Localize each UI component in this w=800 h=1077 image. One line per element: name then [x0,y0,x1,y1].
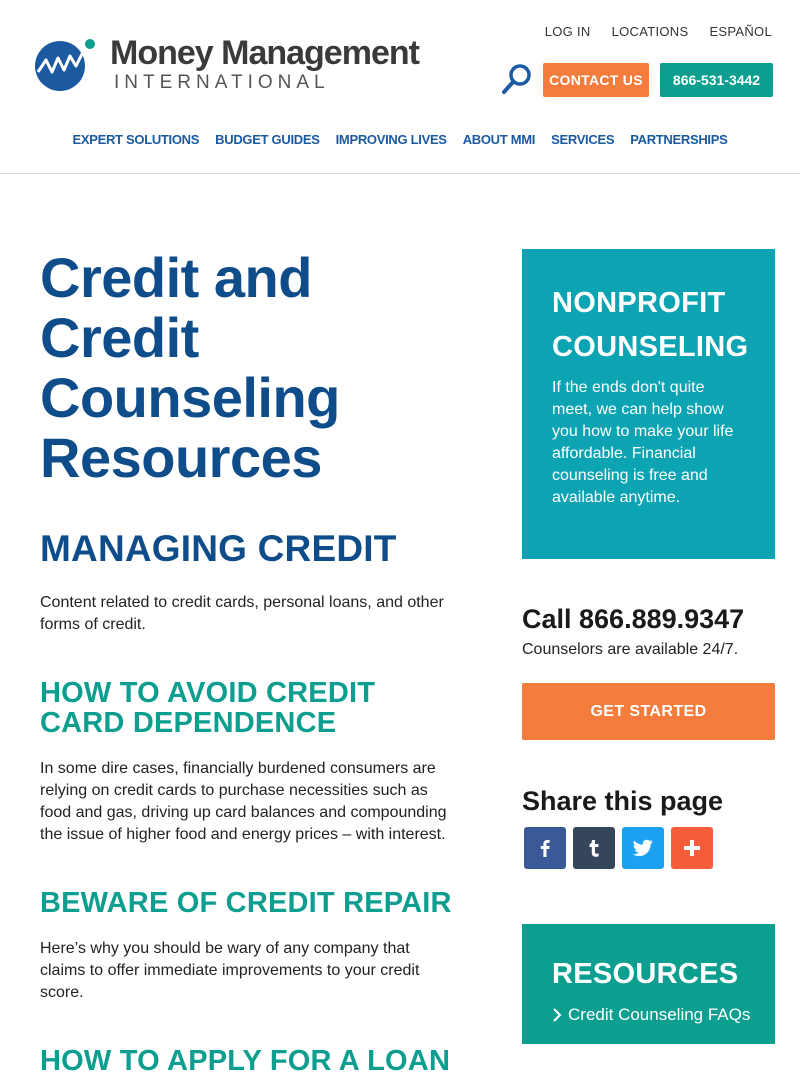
nav-services[interactable]: SERVICES [551,132,615,147]
logo-mark-icon [26,36,98,92]
share-title: Share this page [522,786,724,816]
call-availability: Counselors are available 24/7. [522,641,739,658]
resource-link-credit-counseling-faqs[interactable] [552,1005,751,1025]
twitter-icon [631,837,655,859]
article-title-credit-card-dependence[interactable]: HOW TO AVOID CREDIT CARD DEPENDENCE [40,677,376,739]
nav-improving-lives[interactable]: IMPROVING LIVES [335,132,447,147]
login-link[interactable]: LOG IN [544,24,591,39]
search-icon [500,62,534,96]
site-header [0,0,800,174]
get-started-button[interactable]: GET STARTED [522,683,775,740]
nonprofit-title: NONPROFIT COUNSELING [552,287,749,363]
nav-partnerships[interactable]: PARTNERSHIPS [630,132,728,147]
nonprofit-counseling-card [522,249,775,559]
resource-link-label: Credit Counseling FAQs [568,1005,751,1024]
article-excerpt: Here’s why you should be wary of any company that claims to offer immediate improvements to your credit score. [40,940,420,1001]
mmi-logo[interactable] [26,34,419,94]
facebook-icon [534,837,556,859]
espanol-link[interactable]: ESPAÑOL [709,24,772,39]
logo-subtext: INTERNATIONAL [114,72,330,93]
nonprofit-text: If the ends don't quite meet, we can help show you how to make your life affordable. Financial counseling is free and available anytime. [552,379,734,506]
article-excerpt: In some dire cases, financially burdened consumers are relying on credit cards to purchase necessities such as food and gas, driving up card balances and compounding the issue of higher food and energy prices – with interest. [40,760,447,843]
resources-card [522,924,775,1044]
main-content [40,248,455,1076]
phone-button[interactable]: 866-531-3442 [660,63,773,97]
contact-us-button[interactable]: CONTACT US [543,63,649,97]
nav-budget-guides[interactable]: BUDGET GUIDES [215,132,320,147]
chevron-right-icon [552,1008,562,1022]
call-block [522,604,775,659]
tumblr-icon [583,837,605,859]
locations-link[interactable]: LOCATIONS [611,24,689,39]
utility-links [545,24,772,39]
logo-text: Money Management [110,34,419,72]
plus-icon [681,837,703,859]
section-description: Content related to credit cards, personal loans, and other forms of credit. [40,594,444,633]
section-title: MANAGING CREDIT [40,528,397,569]
nav-about-mmi[interactable]: ABOUT MMI [462,132,536,147]
tumblr-share-button[interactable] [573,827,615,869]
article-title-credit-repair[interactable]: BEWARE OF CREDIT REPAIR [40,887,452,919]
main-nav [0,132,800,147]
article-title-apply-for-loan[interactable]: HOW TO APPLY FOR A LOAN [40,1045,451,1077]
share-buttons [524,827,713,869]
more-share-button[interactable] [671,827,713,869]
search-button[interactable] [500,62,534,96]
twitter-share-button[interactable] [622,827,664,869]
call-number[interactable]: Call 866.889.9347 [522,604,745,634]
facebook-share-button[interactable] [524,827,566,869]
resources-title: RESOURCES [552,958,739,990]
nav-expert-solutions[interactable]: EXPERT SOLUTIONS [72,132,200,147]
page-title: Credit and Credit Counseling Resources [40,246,340,489]
